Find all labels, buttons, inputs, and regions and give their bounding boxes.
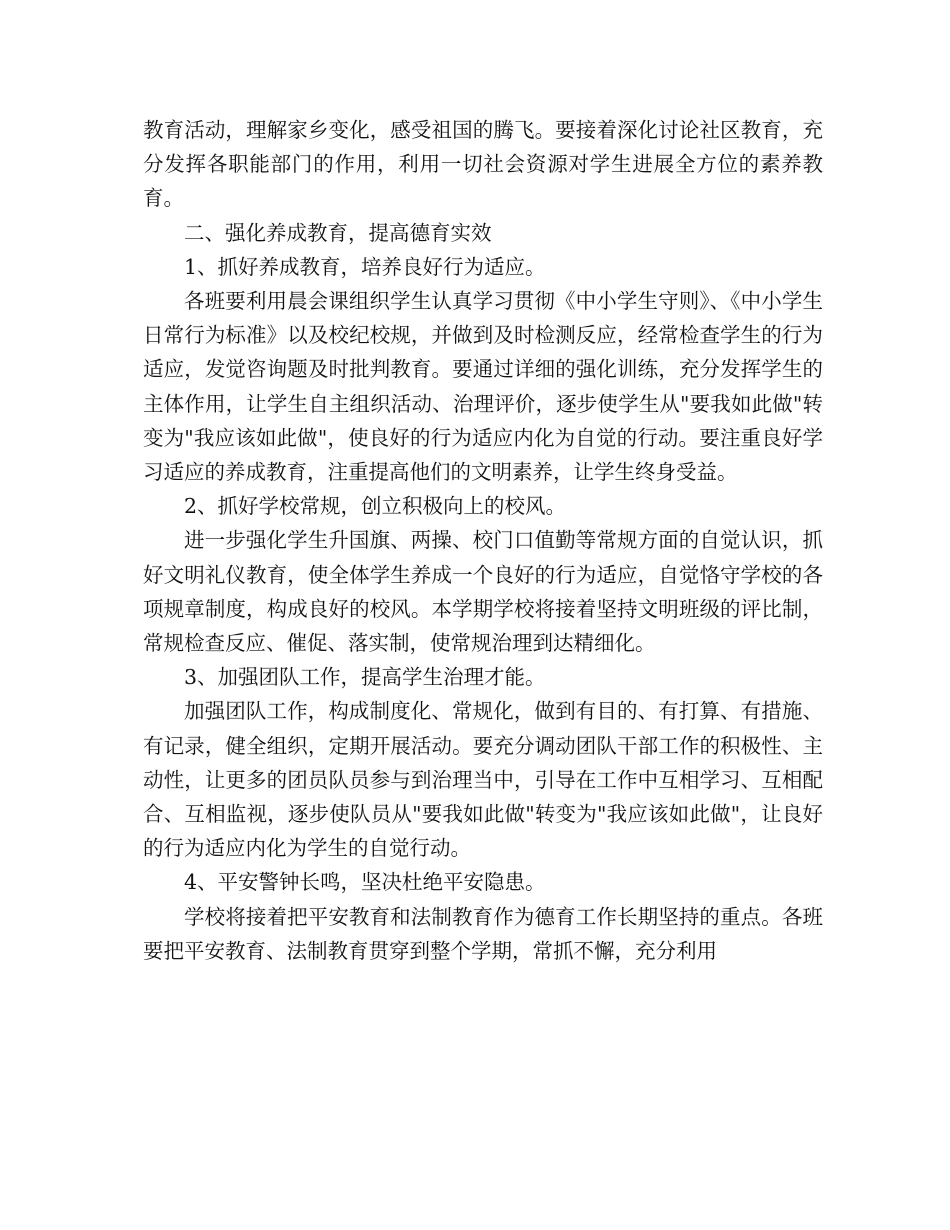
subheading-2-school-routine: 2、抓好学校常规，创立积极向上的校风。 bbox=[184, 494, 567, 519]
section-heading-habit-education: 二、强化养成教育，提高德育实效 bbox=[184, 220, 492, 245]
paragraph-community-education: 教育活动，理解家乡变化，感受祖国的腾飞。要接着深化讨论社区教育，充分发挥各职能部门的作用，利用一切社会资源对学生进展全方位的素养教育。 bbox=[143, 118, 823, 211]
paragraph-team-management: 加强团队工作，构成制度化、常规化，做到有目的、有打算、有措施、有记录，健全组织，定期开展活动。要充分调动团队干部工作的积极性、主动性，让更多的团员队员参与到治理当中，引导在工作中互相学习、互相配合、互相监视，逐步使队员从"要我如此做"转变为"我应该如此做"，让良好的行为适应内化为学生的自觉行动。 bbox=[143, 699, 823, 861]
subheading-1-habit-formation: 1、抓好养成教育，培养良好行为适应。 bbox=[184, 254, 546, 279]
paragraph-school-spirit: 进一步强化学生升国旗、两操、校门口值勤等常规方面的自觉认识，抓好文明礼仪教育，使全体学生养成一个良好的行为适应，自觉恪守学校的各项规章制度，构成良好的校风。本学期学校将接着坚持文明班级的评比制，常规检查反应、催促、落实制，使常规治理到达精细化。 bbox=[143, 528, 823, 656]
subheading-4-safety: 4、平安警钟长鸣，坚决杜绝平安隐患。 bbox=[184, 870, 546, 895]
subheading-3-team-work: 3、加强团队工作，提高学生治理才能。 bbox=[184, 665, 546, 690]
paragraph-student-code: 各班要利用晨会课组织学生认真学习贯彻《中小学生守则》、《中小学生日常行为标准》以及校纪校规，并做到及时检测反应，经常检查学生的行为适应，发觉咨询题及时批判教育。要通过详细的强化训练，充分发挥学生的主体作用，让学生自主组织活动、治理评价，逐步使学生从"要我如此做"转变为"我应该如此做"，使良好的行为适应内化为自觉的行动。要注重良好学习适应的养成教育，注重提高他们的文明素养，让学生终身受益。 bbox=[143, 289, 823, 485]
document-body bbox=[143, 113, 823, 968]
paragraph-safety-legal-education: 学校将接着把平安教育和法制教育作为德育工作长期坚持的重点。各班要把平安教育、法制教育贯穿到整个学期，常抓不懈，充分利用 bbox=[143, 904, 823, 963]
